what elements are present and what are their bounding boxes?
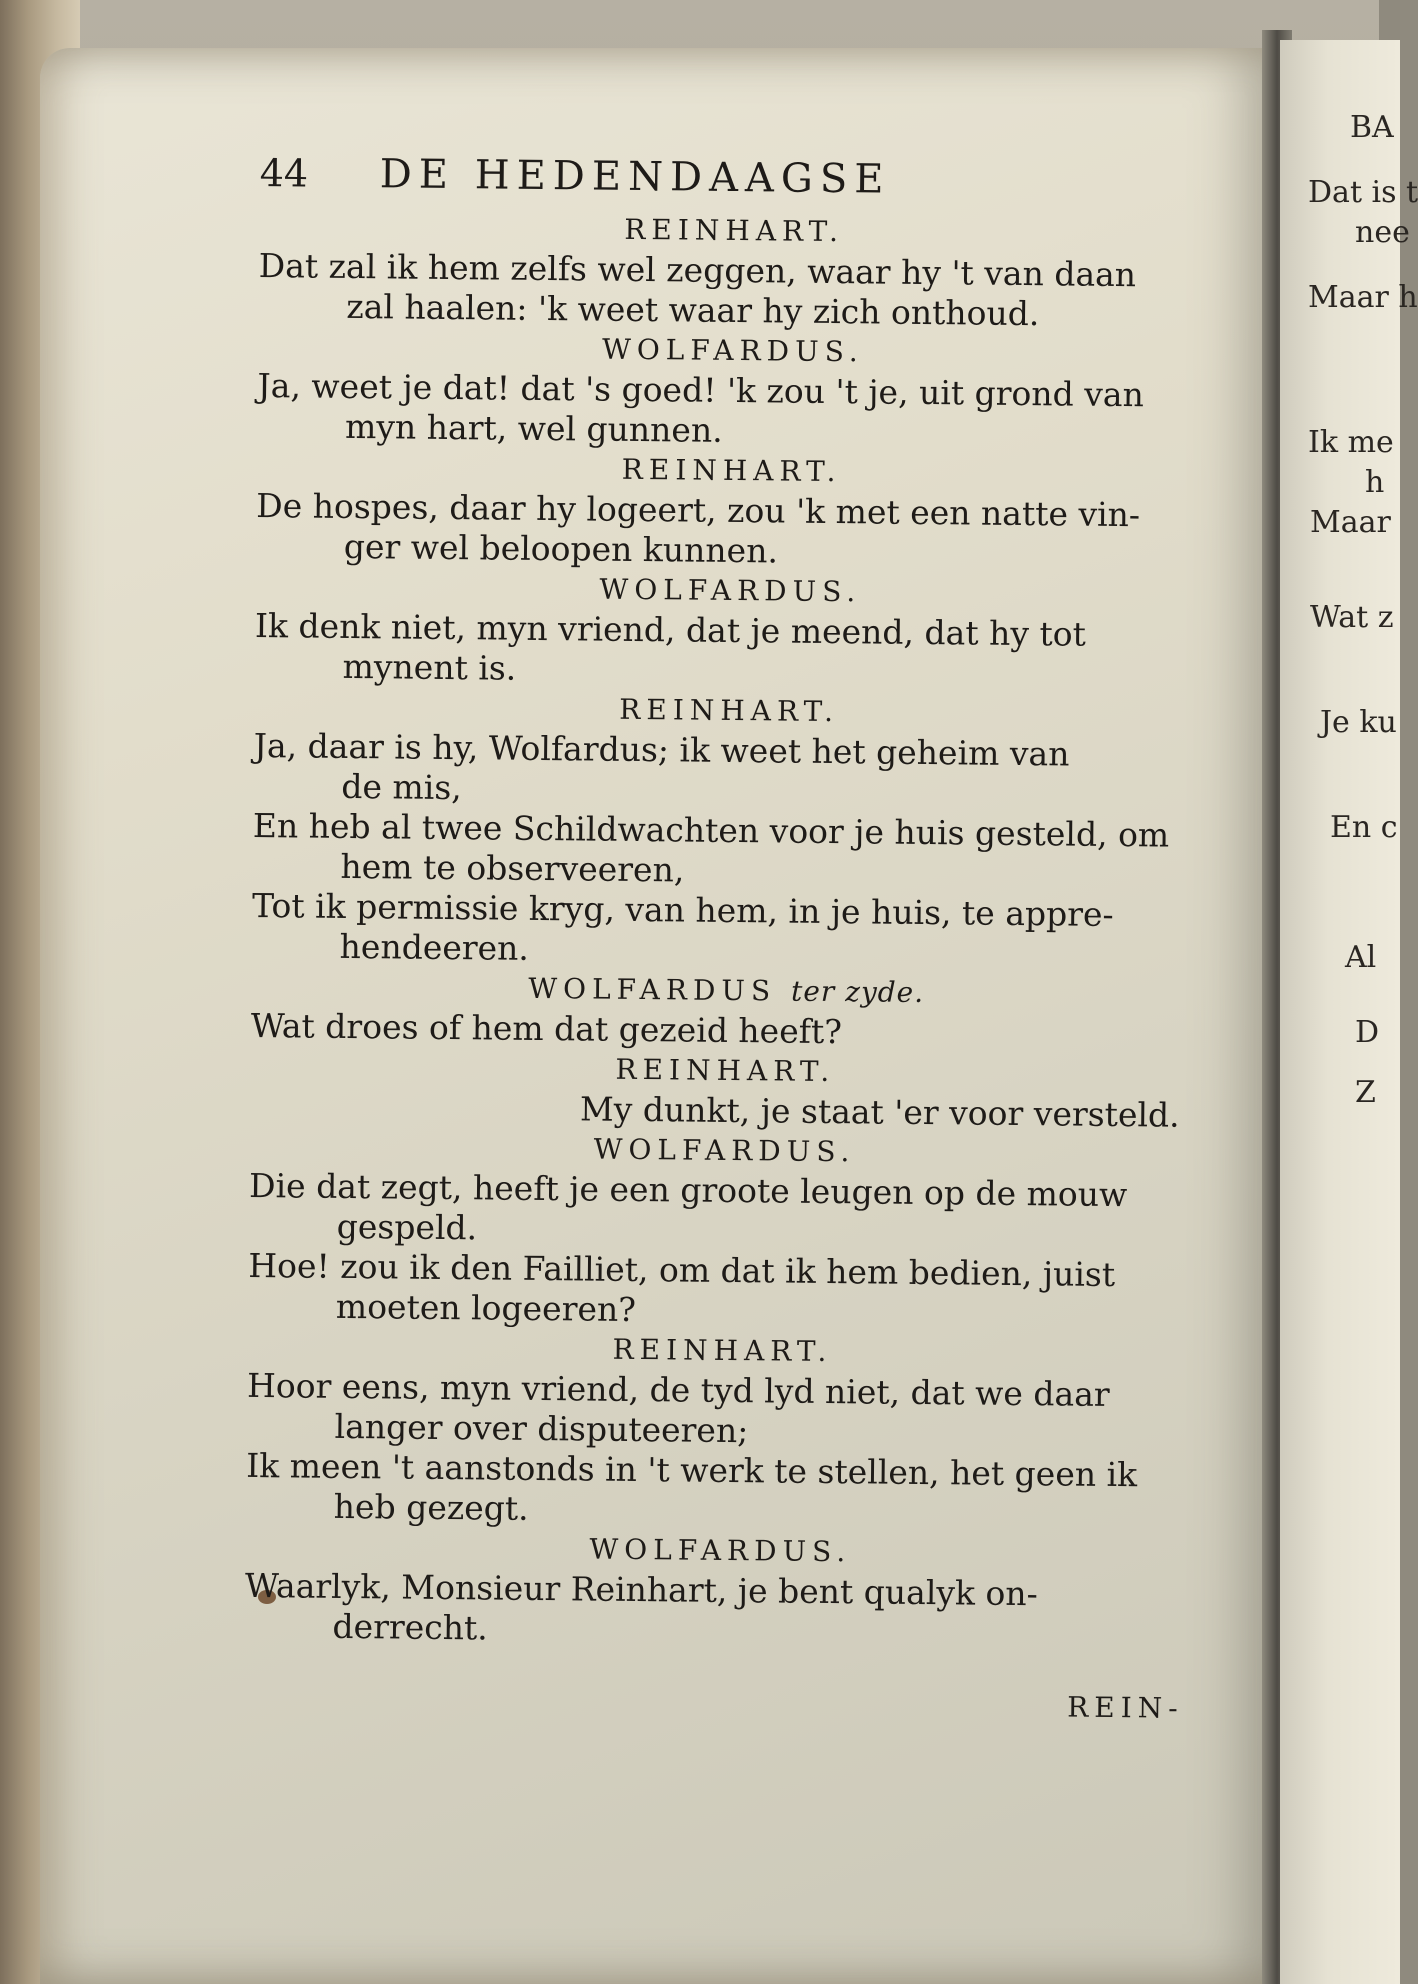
text-line: langer over disputeeren; <box>334 1406 749 1451</box>
text-line: Hoe! zou ik den Failliet, om dat ik hem bedien, juist <box>248 1245 1116 1295</box>
speaker-label: WOLFARDUS. <box>589 1532 852 1569</box>
text-line: My dunkt, je staat 'er voor versteld. <box>579 1089 1180 1135</box>
text-line: hem te observeeren, <box>340 846 685 890</box>
facing-text-fragment: D <box>1355 1015 1380 1050</box>
speaker-label: WOLFARDUS. <box>599 572 862 609</box>
speaker-label: REINHART. <box>619 692 840 729</box>
text-line: heb gezegt. <box>333 1486 529 1528</box>
page-header <box>259 150 1210 216</box>
facing-text-fragment: Maar <box>1310 505 1391 540</box>
dialogue <box>244 206 1209 1656</box>
facing-text-fragment: BA <box>1350 110 1394 145</box>
text-line: gespeld. <box>336 1206 478 1248</box>
text-line: Wat droes of hem dat gezeid heeft? <box>250 1005 843 1052</box>
text-line: Ik denk niet, myn vriend, dat je meend, dat hy tot <box>254 605 1087 654</box>
page-text <box>244 150 1210 1725</box>
text-line: Waarlyk, Monsieur Reinhart, je bent qualyk on- <box>244 1565 1038 1614</box>
facing-text-fragment: Dat is t <box>1308 175 1418 210</box>
text-line: Die dat zegt, heeft je een groote leugen op de mouw <box>248 1165 1128 1215</box>
facing-text-fragment: Wat z <box>1310 600 1394 635</box>
text-line: ger wel beloopen kunnen. <box>343 526 779 571</box>
speaker-label: REINHART. <box>612 1332 833 1369</box>
speaker-label: WOLFARDUS. <box>601 332 864 369</box>
text-line: Ik meen 't aanstonds in 't werk te stellen, het geen ik <box>246 1445 1138 1495</box>
facing-text-fragment: h <box>1365 465 1385 500</box>
speaker-label: WOLFARDUS. <box>593 1132 856 1169</box>
text-line: Ja, daar is hy, Wolfardus; ik weet het geheim van <box>253 725 1070 774</box>
running-title: DE HEDENDAAGSE <box>379 151 891 203</box>
text-line: myn hart, wel gunnen. <box>344 406 723 450</box>
speaker-label: REINHART. <box>615 1052 836 1089</box>
text-line: Dat zal ik hem zelfs wel zeggen, waar hy 't van daan <box>258 245 1137 295</box>
facing-text-fragment: Maar h <box>1308 280 1418 315</box>
text-line: En heb al twee Schildwachten voor je huis gesteld, om <box>252 805 1170 855</box>
catchword: REIN- <box>1067 1690 1184 1725</box>
speaker-label: WOLFARDUS <box>528 971 777 1008</box>
text-line: hendeeren. <box>339 926 530 968</box>
text-line: Ja, weet je dat! dat 's goed! 'k zou 't je, uit grond van <box>257 365 1145 415</box>
facing-page <box>1280 40 1418 1984</box>
text-line: zal haalen: 'k weet waar hy zich onthoud. <box>346 286 1040 334</box>
text-line: Hoor eens, myn vriend, de tyd lyd niet, dat we daar <box>246 1365 1110 1414</box>
speaker-label: REINHART. <box>621 452 842 489</box>
facing-text-fragment: En c <box>1330 810 1398 845</box>
text-line: moeten logeeren? <box>335 1286 637 1329</box>
facing-text-fragment: Ik me <box>1308 425 1394 460</box>
text-line: De hospes, daar hy logeert, zou 'k met een natte vin- <box>256 485 1141 535</box>
facing-text-fragment: Z <box>1355 1075 1376 1110</box>
facing-text-fragment: Al <box>1345 940 1377 975</box>
facing-text-fragment: Je ku <box>1320 705 1397 740</box>
stage-direction: ter zyde. <box>790 974 925 1009</box>
text-line: Tot ik permissie kryg, van hem, in je huis, te appre- <box>251 885 1114 934</box>
text-line: derrecht. <box>332 1606 488 1648</box>
speaker-label: REINHART. <box>624 212 845 249</box>
text-line: de mis, <box>341 766 462 808</box>
facing-text-fragment: nee <box>1355 215 1410 250</box>
text-line: mynent is. <box>342 646 517 688</box>
page-number: 44 <box>259 150 309 196</box>
